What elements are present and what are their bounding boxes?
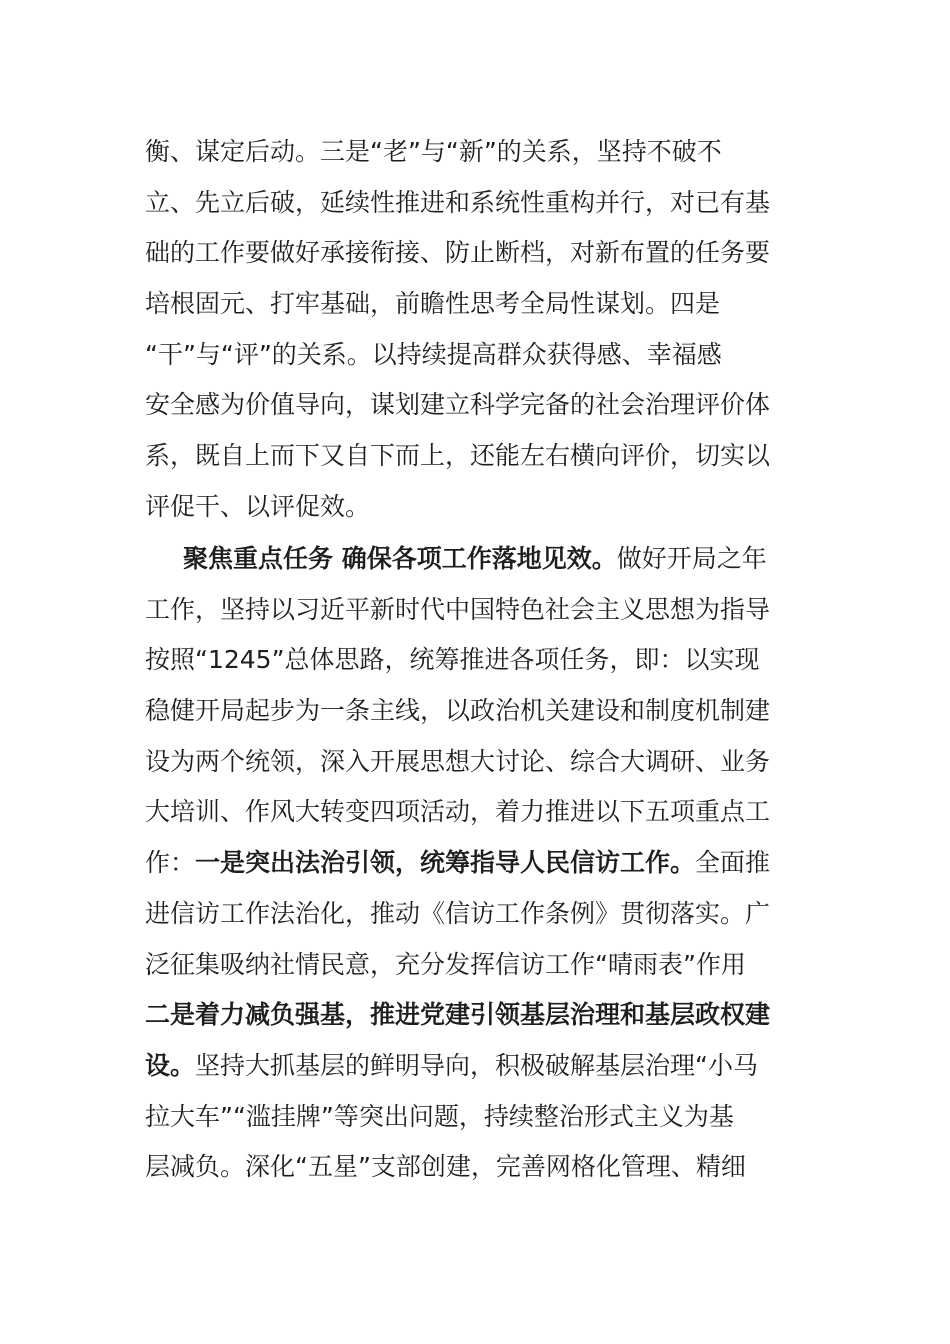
text-run: 系，既自上而下又自下而上，还能左右横向评价，切实以 (145, 441, 771, 471)
text-run: 评促干、以评促效。 (145, 491, 371, 521)
text-line (145, 279, 815, 330)
text-run: 工作，坚持以习近平新时代中国特色社会主义思想为指导 (145, 594, 771, 624)
text-run: 泛征集吸纳社情民意，充分发挥信访工作“晴雨表”作用 (145, 949, 746, 979)
text-line (145, 940, 815, 991)
text-line (145, 990, 815, 1041)
text-run: 础的工作要做好承接衔接、防止断档，对新布置的任务要 (145, 238, 771, 268)
text-run: 层减负。深化“五星”支部创建，完善网格化管理、精细 (145, 1152, 746, 1182)
text-run: 全面推 (695, 848, 771, 878)
text-line (145, 838, 815, 889)
text-line (145, 1041, 815, 1092)
text-line (145, 431, 815, 482)
text-line (145, 686, 815, 737)
text-run: 设为两个统领，深入开展思想大讨论、综合大调研、业务 (145, 746, 771, 776)
text-run: 作： (145, 848, 196, 878)
text-run: 拉大车”“滥挂牌”等突出问题，持续整治形式主义为基 (145, 1101, 734, 1131)
text-line (145, 330, 815, 381)
bold-text-run: 一是突出法治引领，统筹指导人民信访工作。 (195, 848, 696, 878)
text-line (145, 482, 815, 533)
text-line (145, 127, 815, 178)
text-run: 做好开局之年 (616, 544, 767, 573)
text-line (145, 534, 815, 585)
bold-text-run: 聚焦重点任务 确保各项工作落地见效。 (183, 544, 617, 573)
text-run: 立、先立后破，延续性推进和系统性重构并行，对已有基 (145, 187, 771, 217)
text-line (145, 1142, 815, 1193)
text-run: 进信访工作法治化，推动《信访工作条例》贯彻落实。广 (145, 898, 771, 928)
bold-text-run: 二是着力减负强基，推进党建引领基层治理和基层政权建 (145, 1000, 771, 1030)
text-line (145, 737, 815, 788)
text-run: “干”与“评”的关系。以持续提高群众获得感、幸福感 (145, 339, 722, 369)
bold-text-run: 设。 (145, 1050, 196, 1080)
text-run: 衡、谋定后动。三是“老”与“新”的关系，坚持不破不 (145, 137, 722, 166)
text-line (145, 380, 815, 431)
paragraph-1 (145, 127, 815, 533)
text-run: 按照“1245”总体思路，统筹推进各项任务，即：以实现 (145, 645, 760, 675)
text-line (145, 1092, 815, 1143)
text-line (145, 635, 815, 686)
text-run: 坚持大抓基层的鲜明导向，积极破解基层治理“小马 (195, 1050, 758, 1080)
text-run: 大培训、作风大转变四项活动，着力推进以下五项重点工 (145, 797, 771, 827)
text-line (145, 889, 815, 940)
paragraph-2 (145, 534, 815, 1193)
text-line (145, 585, 815, 636)
text-run: 安全感为价值导向，谋划建立科学完备的社会治理评价体 (145, 390, 771, 420)
text-run: 稳健开局起步为一条主线，以政治机关建设和制度机制建 (145, 696, 771, 726)
text-line (145, 228, 815, 279)
text-run: 培根固元、打牢基础，前瞻性思考全局性谋划。四是 (145, 289, 721, 319)
text-line (145, 787, 815, 838)
text-line (145, 178, 815, 229)
